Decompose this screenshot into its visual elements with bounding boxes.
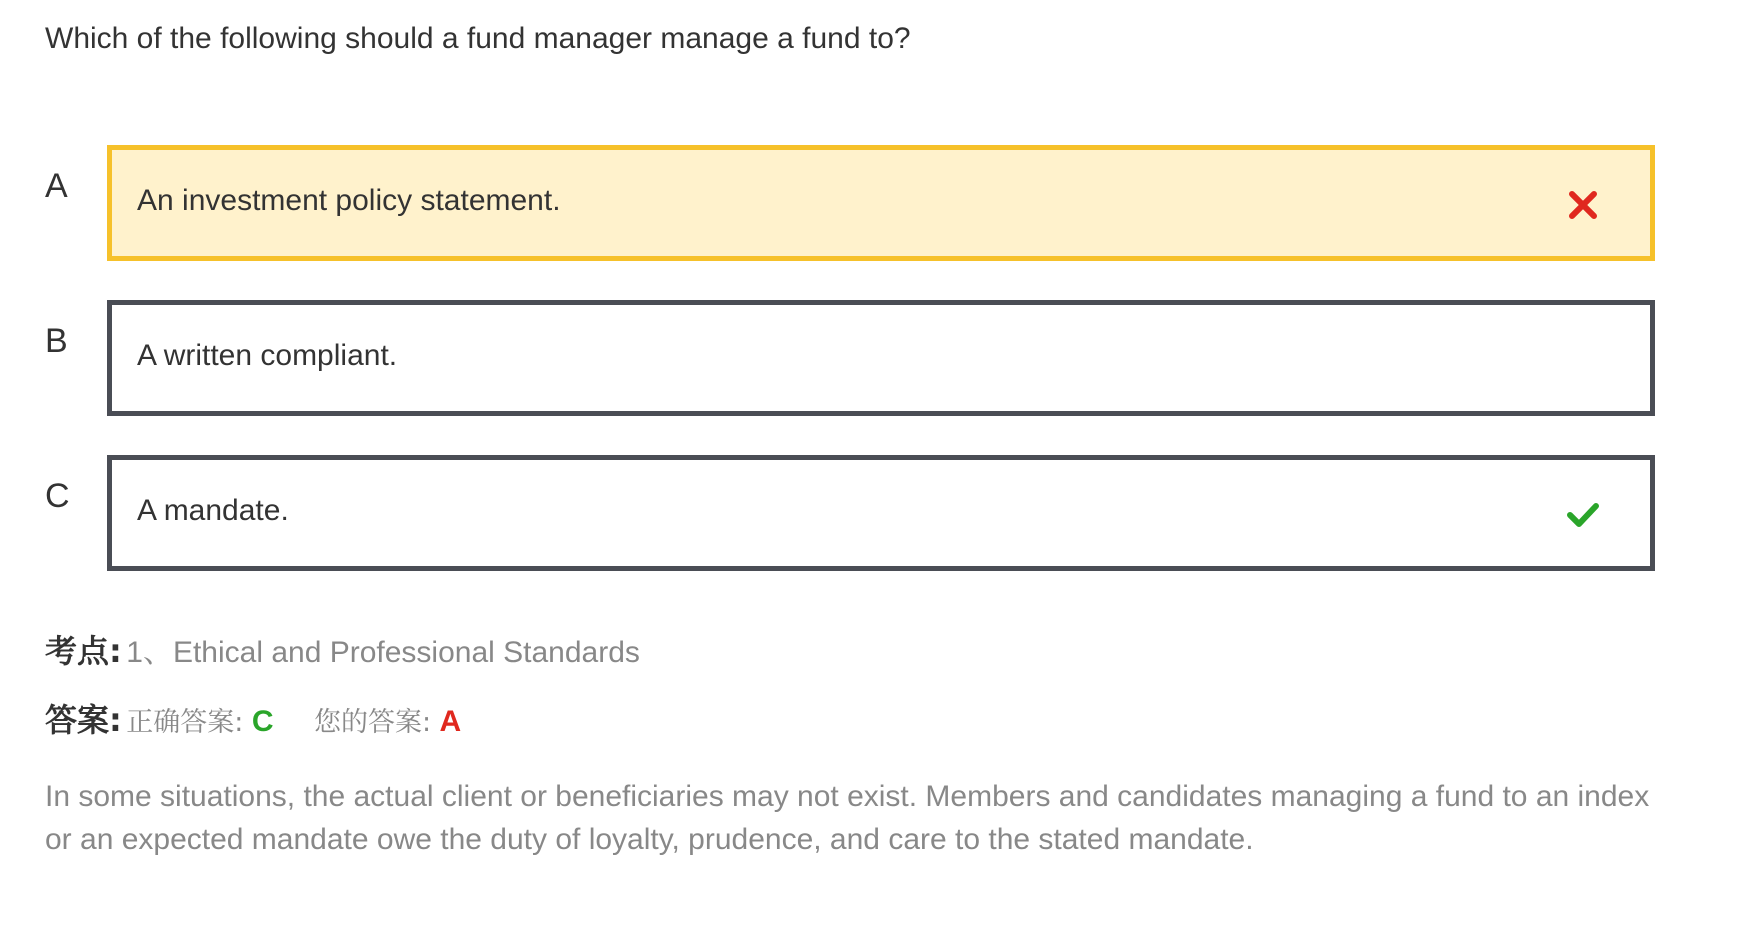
explanation-text: In some situations, the actual client or beneficiaries may not exist. Members and candidates managing a fund to an index or an expected mandate owe the duty of loyalty, prudence, and care to the stated mandate. <box>45 780 1650 856</box>
question-text: Which of the following should a fund manager manage a fund to? <box>45 22 911 55</box>
answer-row <box>45 695 461 741</box>
option-letter: C <box>45 477 70 515</box>
option-letter: A <box>45 167 68 205</box>
option-row-c <box>45 455 1655 571</box>
option-row-a <box>45 145 1655 261</box>
answer-label: 答案: <box>45 701 122 739</box>
option-a-button[interactable] <box>107 145 1655 261</box>
topic-label: 考点: <box>45 632 122 670</box>
check-icon <box>1566 498 1600 532</box>
option-text: A mandate. <box>137 494 289 527</box>
option-row-b <box>45 300 1655 416</box>
correct-answer-caption: 正确答案: <box>126 707 244 738</box>
option-text: A written compliant. <box>137 339 398 372</box>
topic-row <box>45 626 640 672</box>
option-letter: B <box>45 322 68 360</box>
option-b-button[interactable] <box>107 300 1655 416</box>
user-answer-value: A <box>439 705 462 738</box>
correct-answer-value: C <box>251 705 274 738</box>
topic-value: 1、Ethical and Professional Standards <box>126 636 640 669</box>
user-answer-caption: 您的答案: <box>313 707 432 738</box>
option-text: An investment policy statement. <box>137 184 561 217</box>
cross-icon <box>1566 188 1600 222</box>
option-c-button[interactable] <box>107 455 1655 571</box>
